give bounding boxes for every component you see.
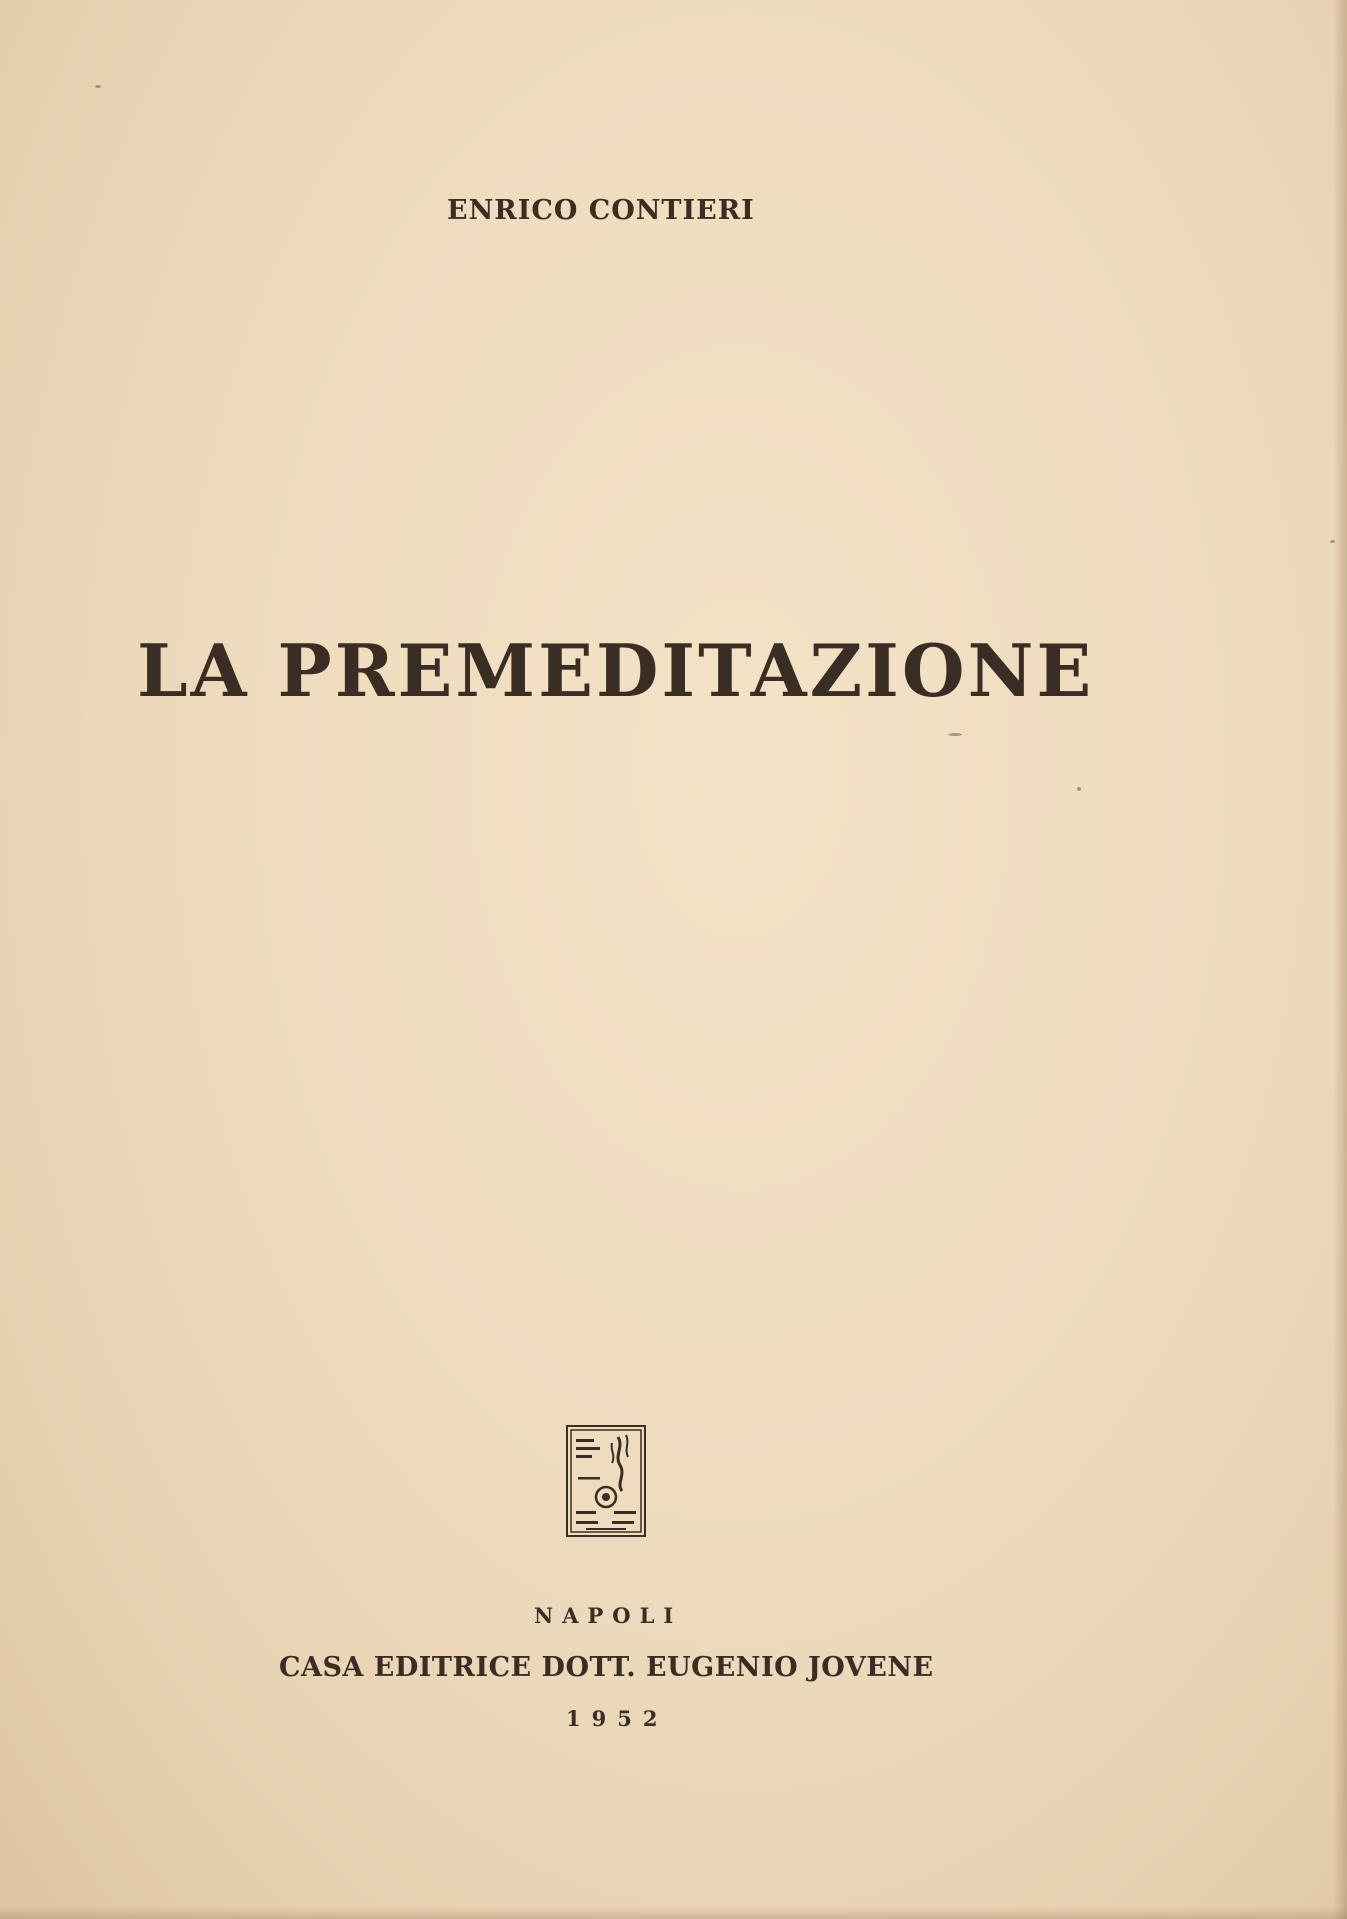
- book-title: LA PREMEDITAZIONE: [137, 628, 1095, 713]
- paper-speck: [95, 85, 101, 88]
- author-name: ENRICO CONTIERI: [447, 195, 755, 226]
- publisher-seal-icon: [566, 1425, 646, 1537]
- paper-speck: [948, 733, 962, 736]
- publisher-name: CASA EDITRICE DOTT. EUGENIO JOVENE: [279, 1652, 934, 1683]
- paper-edge-right: [1333, 0, 1347, 1919]
- paper-edge-bottom: [0, 1907, 1347, 1919]
- paper-speck: [1330, 540, 1335, 543]
- publication-city: NAPOLI: [534, 1603, 683, 1628]
- paper-speck: [1077, 787, 1081, 791]
- publication-year: 1952: [566, 1706, 669, 1731]
